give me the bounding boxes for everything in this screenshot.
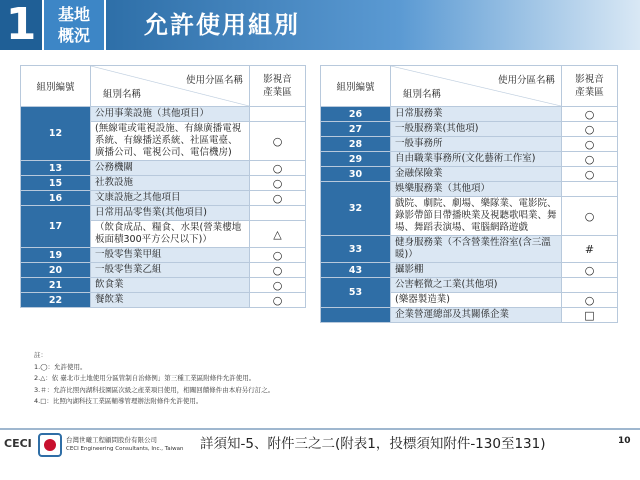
group-name-cell: 公害輕微之工業(其他項) bbox=[391, 278, 562, 293]
group-name-cell: (無線電或電視設施、有線廣播電視系統、有線播送系統、社區電臺、廣播公司、電視公司、電信機房) bbox=[91, 122, 250, 161]
group-name-cell: 一般事務所 bbox=[391, 137, 562, 152]
group-name-cell: 戲院、劇院、劇場、樂隊業、電影院、錄影帶節目帶播映業及視聽歌唱業、舞場、舞蹈表演場、電腦網路遊戲 bbox=[391, 197, 562, 236]
industry-zone-symbol-cell: ○ bbox=[250, 293, 306, 308]
industry-zone-symbol-cell: ○ bbox=[250, 191, 306, 206]
group-name-cell: 攝影棚 bbox=[391, 263, 562, 278]
group-number-cell: 17 bbox=[21, 206, 91, 248]
table-row bbox=[21, 176, 306, 191]
left-group-table bbox=[20, 65, 306, 308]
group-name-cell: 日常用品零售業(其他項目) bbox=[91, 206, 250, 221]
industry-zone-symbol-cell: ○ bbox=[562, 137, 618, 152]
note-3: 3.＃：允許比照內湖科技園區次級之產業項目使用，相關回饋條件由本府另行訂之。 bbox=[34, 385, 275, 394]
group-number-cell: 26 bbox=[321, 107, 391, 122]
group-name-cell: 自由職業事務所(文化藝術工作室) bbox=[391, 152, 562, 167]
group-name-label: 組別名稱 bbox=[403, 89, 442, 100]
zone-name-label: 使用分區名稱 bbox=[185, 75, 243, 86]
section-label-line2: 概況 bbox=[57, 26, 90, 45]
industry-zone-symbol-cell: ○ bbox=[250, 248, 306, 263]
group-number-cell: 43 bbox=[321, 263, 391, 278]
company-name-en: CECI Engineering Consultants, Inc., Taiwan bbox=[66, 446, 184, 452]
table-row bbox=[21, 161, 306, 176]
table-row bbox=[21, 107, 306, 122]
industry-zone-symbol-cell: ○ bbox=[562, 152, 618, 167]
group-name-cell: 社教設施 bbox=[91, 176, 250, 191]
section-label-line1: 基地 bbox=[57, 5, 90, 24]
table-row bbox=[21, 263, 306, 278]
industry-zone-symbol-cell: ○ bbox=[562, 167, 618, 182]
table-row bbox=[21, 206, 306, 221]
group-name-cell: 餐飲業 bbox=[91, 293, 250, 308]
table-row bbox=[321, 152, 618, 167]
note-2: 2.△：依 臺北市土地使用分區管制自治條例」第三種工業區附條件允許使用。 bbox=[34, 374, 256, 382]
group-name-cell: 娛樂服務業（其他項） bbox=[391, 182, 562, 197]
table-row bbox=[21, 293, 306, 308]
group-no-header: 組別編號 bbox=[321, 66, 391, 107]
group-number-cell: 22 bbox=[21, 293, 91, 308]
group-number-cell: 21 bbox=[21, 278, 91, 293]
group-number-cell: 32 bbox=[321, 182, 391, 236]
industry-zone-symbol-cell bbox=[250, 107, 306, 122]
industry-zone-symbol-cell: ○ bbox=[562, 122, 618, 137]
group-number-cell bbox=[321, 308, 391, 323]
table-row bbox=[321, 236, 618, 263]
industry-zone-symbol-cell bbox=[250, 206, 306, 221]
industry-zone-label: 影視音 產業區 bbox=[575, 74, 604, 98]
industry-zone-symbol-cell: ○ bbox=[562, 263, 618, 278]
industry-zone-symbol-cell: ○ bbox=[250, 122, 306, 161]
group-number-cell: 53 bbox=[321, 278, 391, 308]
company-name-zh: 台灣世曦工程顧問股份有限公司 bbox=[66, 436, 157, 444]
table-header-row bbox=[321, 66, 618, 107]
industry-zone-symbol-cell: ○ bbox=[562, 293, 618, 308]
table-row bbox=[21, 191, 306, 206]
group-number-cell: 12 bbox=[21, 107, 91, 161]
table-header-row bbox=[21, 66, 306, 107]
group-name-cell: 公務機關 bbox=[91, 161, 250, 176]
group-name-cell: （飲食成品、糧食、水果(營業樓地板面積300平方公尺以下)） bbox=[91, 221, 250, 248]
table-row bbox=[321, 137, 618, 152]
table-row bbox=[321, 278, 618, 293]
industry-zone-header bbox=[250, 66, 306, 107]
table-row bbox=[321, 107, 618, 122]
table-row bbox=[321, 308, 618, 323]
industry-zone-symbol-cell: ○ bbox=[562, 107, 618, 122]
group-name-cell: 日常服務業 bbox=[391, 107, 562, 122]
group-name-cell: 健身服務業（不含營業性浴室(含三溫暖)） bbox=[391, 236, 562, 263]
zone-name-header bbox=[391, 66, 562, 107]
zone-name-header bbox=[91, 66, 250, 107]
group-name-cell: 公用事業設施（其他項目） bbox=[91, 107, 250, 122]
group-number-cell: 27 bbox=[321, 122, 391, 137]
industry-zone-symbol-cell: ○ bbox=[562, 197, 618, 236]
industry-zone-label: 影視音 產業區 bbox=[263, 74, 292, 98]
industry-zone-symbol-cell: ○ bbox=[250, 263, 306, 278]
table-row bbox=[321, 167, 618, 182]
group-number-cell: 13 bbox=[21, 161, 91, 176]
notes-title: 註： bbox=[34, 351, 47, 359]
company-name bbox=[66, 436, 183, 454]
footer-divider bbox=[0, 428, 640, 430]
right-group-table bbox=[320, 65, 618, 323]
group-name-label: 組別名稱 bbox=[103, 89, 142, 100]
zone-name-label: 使用分區名稱 bbox=[497, 75, 555, 86]
group-name-cell: 金融保險業 bbox=[391, 167, 562, 182]
company-logo-icon bbox=[38, 433, 62, 457]
group-name-cell: 一般服務業(其他項) bbox=[391, 122, 562, 137]
reference-note: 詳須知-5、附件三之二(附表1，投標須知附件-130至131) bbox=[200, 436, 546, 452]
group-name-cell: 文康設施之其他項目 bbox=[91, 191, 250, 206]
group-number-cell: 20 bbox=[21, 263, 91, 278]
group-number-cell: 15 bbox=[21, 176, 91, 191]
industry-zone-symbol-cell: ○ bbox=[250, 161, 306, 176]
industry-zone-symbol-cell: ○ bbox=[250, 278, 306, 293]
page-number: 10 bbox=[618, 436, 631, 446]
table-row bbox=[321, 182, 618, 197]
industry-zone-symbol-cell bbox=[562, 182, 618, 197]
slide-header bbox=[0, 0, 640, 50]
industry-zone-header bbox=[562, 66, 618, 107]
industry-zone-symbol-cell: △ bbox=[250, 221, 306, 248]
group-number-cell: 19 bbox=[21, 248, 91, 263]
table-row bbox=[21, 248, 306, 263]
slide-title: 允許使用組別 bbox=[106, 0, 640, 50]
table-row bbox=[321, 263, 618, 278]
group-number-cell: 33 bbox=[321, 236, 391, 263]
group-name-cell: 一般零售業乙組 bbox=[91, 263, 250, 278]
group-name-cell: 一般零售業甲組 bbox=[91, 248, 250, 263]
ceci-logo-text: CECI bbox=[4, 437, 32, 450]
industry-zone-symbol-cell: □ bbox=[562, 308, 618, 323]
industry-zone-symbol-cell: ○ bbox=[250, 176, 306, 191]
section-number: 1 bbox=[0, 0, 42, 50]
group-number-cell: 16 bbox=[21, 191, 91, 206]
table-row bbox=[321, 122, 618, 137]
note-4: 4.□：比照內湖科技工業區輔導管理辦法附條件允許使用。 bbox=[34, 397, 203, 405]
group-number-cell: 28 bbox=[321, 137, 391, 152]
section-label bbox=[44, 0, 104, 50]
industry-zone-symbol-cell bbox=[562, 278, 618, 293]
notes-section bbox=[34, 350, 454, 408]
note-1: 1.◯：允許使用。 bbox=[34, 362, 87, 371]
group-name-cell: 飲食業 bbox=[91, 278, 250, 293]
group-number-cell: 30 bbox=[321, 167, 391, 182]
group-no-header: 組別編號 bbox=[21, 66, 91, 107]
industry-zone-symbol-cell: # bbox=[562, 236, 618, 263]
group-number-cell: 29 bbox=[321, 152, 391, 167]
group-name-cell: 企業營運總部及其關係企業 bbox=[391, 308, 562, 323]
table-row bbox=[21, 278, 306, 293]
group-name-cell: (樂器製造業) bbox=[391, 293, 562, 308]
